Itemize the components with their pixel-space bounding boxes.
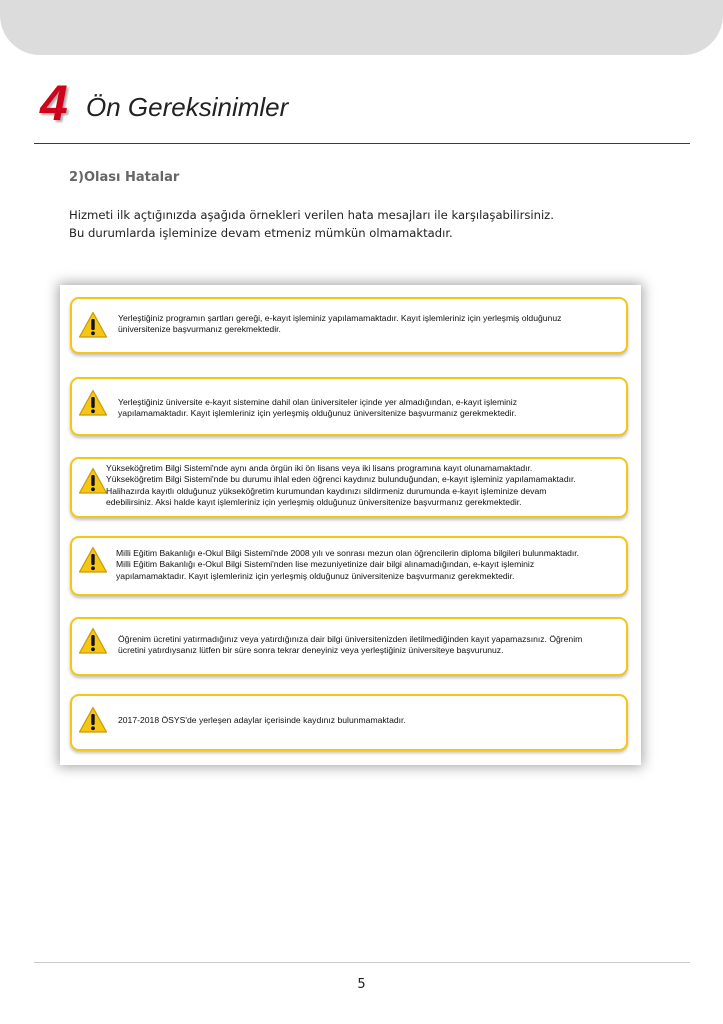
error-message-3 xyxy=(70,457,628,518)
message-text xyxy=(118,313,616,336)
intro-line-2: Bu durumlarda işleminize devam etmeniz mümkün olmamaktadır. xyxy=(69,226,453,240)
error-message-4 xyxy=(70,536,628,596)
message-line: Milli Eğitim Bakanlığı e-Okul Bilgi Sistemi'nden lise mezuniyetinize dair bilgi alınamadığından, e-kayıt işleminiz xyxy=(116,559,535,570)
message-text xyxy=(106,463,616,509)
message-line: Yükseköğretim Bilgi Sistemi'nde aynı anda örgün iki ön lisans veya iki lisans programına kayıt olunamamaktadır. xyxy=(106,463,533,473)
warning-icon xyxy=(78,627,108,655)
error-messages-panel xyxy=(60,285,641,765)
message-text xyxy=(118,715,616,726)
message-line: Öğrenim ücretini yatırmadığınız veya yatırdığınıza dair bilgi üniversitenizden iletilmediğinden kayıt yapamazsınız. Öğrenim xyxy=(118,634,583,644)
error-message-5 xyxy=(70,617,628,676)
message-line: 2017-2018 ÖSYS'de yerleşen adaylar içerisinde kaydınız bulunmamaktadır. xyxy=(118,715,406,725)
warning-icon xyxy=(78,311,108,339)
warning-icon xyxy=(78,389,108,417)
top-header-band xyxy=(0,0,723,55)
chapter-number: 4 xyxy=(40,75,68,131)
message-text xyxy=(118,397,616,420)
warning-icon xyxy=(78,546,108,574)
message-line: yapılamamaktadır. Kayıt işlemleriniz için yerleşmiş olduğunuz üniversitenize başvurmanız gerekmektedir. xyxy=(118,408,517,419)
message-line: Yerleştiğiniz üniversite e-kayıt sistemine dahil olan üniversiteler içinde yer almadığından, e-kayıt işleminiz xyxy=(118,397,518,407)
error-message-1 xyxy=(70,297,628,354)
message-line: üniversitenize başvurmanız gerekmektedir. xyxy=(118,324,281,335)
page-number: 5 xyxy=(357,977,366,992)
message-line: Halihazırda kayıtlı olduğunuz yükseköğretim kurumundan kaydınızı sildirmeniz durumunda e-kayıt işleminize devam xyxy=(106,485,547,496)
message-text xyxy=(118,634,616,657)
section-heading: 2)Olası Hatalar xyxy=(69,170,180,185)
message-line: Yerleştiğiniz programın şartları gereği, e-kayıt işleminiz yapılamamaktadır. Kayıt işlemleriniz için yerleşmiş olduğunuz xyxy=(118,313,562,323)
message-line: ücretini yatırdıysanız lütfen bir süre sonra tekrar deneyiniz veya yerleştiğiniz üniversiteye başvurunuz. xyxy=(118,645,504,656)
error-message-6 xyxy=(70,694,628,751)
intro-line-1: Hizmeti ilk açtığınızda aşağıda örnekleri verilen hata mesajları ile karşılaşabilirsiniz. xyxy=(69,208,554,222)
warning-icon xyxy=(78,467,108,495)
warning-icon xyxy=(78,706,108,734)
message-line: yapılamamaktadır. Kayıt işlemleriniz için yerleşmiş olduğunuz üniversitenize başvurmanız gerekmektedir. xyxy=(116,570,515,581)
message-text xyxy=(116,548,616,582)
message-line: edebilirsiniz. Aksi halde kayıt işlemleriniz için yerleşmiş olduğunuz üniversitenize başvurmanız gerekmektedir. xyxy=(106,497,522,508)
message-line: Milli Eğitim Bakanlığı e-Okul Bilgi Sistemi'nde 2008 yılı ve sonrası mezun olan öğrencilerin diploma bilgileri bulunmaktadır. xyxy=(116,548,580,558)
chapter-title: Ön Gereksinimler xyxy=(86,92,289,122)
footer-divider xyxy=(34,962,690,963)
header-divider xyxy=(34,143,690,144)
error-message-2 xyxy=(70,377,628,436)
message-line: Yükseköğretim Bilgi Sistemi'nde bu durumu ihlal eden öğrenci kaydınız bulunduğundan, e-kayıt işleminiz yapılamamaktadır. xyxy=(106,474,576,485)
